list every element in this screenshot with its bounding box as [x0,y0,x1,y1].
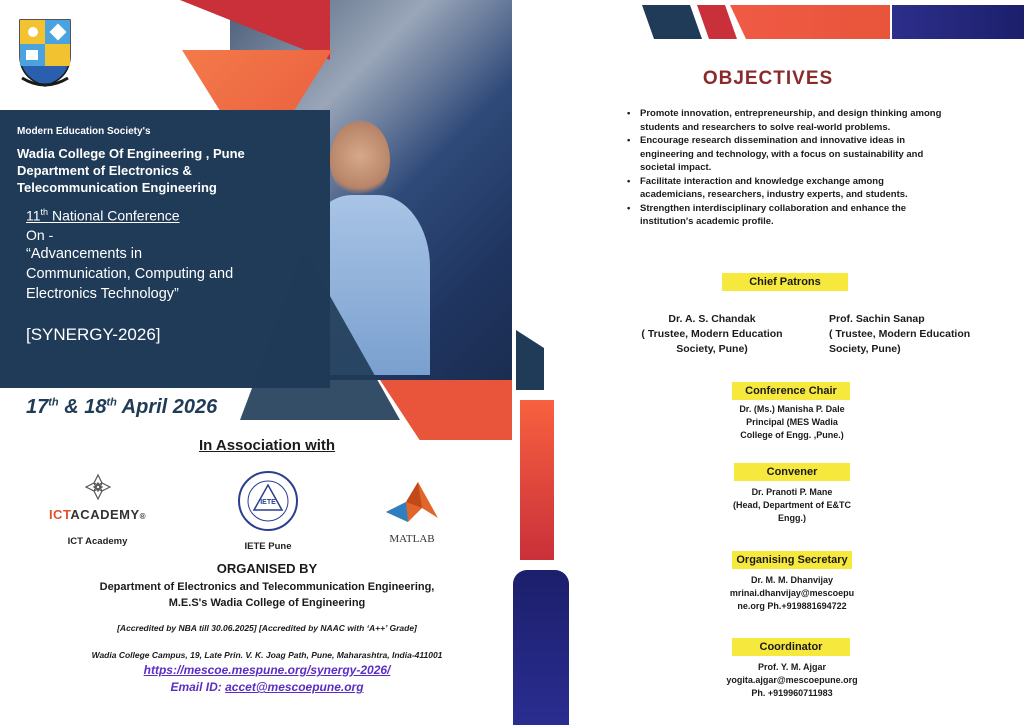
website-link[interactable]: https://mescoe.mespune.org/synergy-2026/ [143,663,391,677]
right-page [512,0,1024,725]
patron-line: ( Trustee, Modern Education [829,328,971,340]
college-line: Wadia College Of Engineering , Pune [17,146,245,161]
chief-patron-2 [829,312,994,357]
organising-line: M.E.S's Wadia College of Engineering [168,597,366,609]
convener-line: (Head, Department of E&TC [732,500,851,510]
conference-on: On - [26,227,54,243]
coordinator-line: Prof. Y. M. Ajgar [757,662,826,672]
iete-seal-text: IETE [260,499,276,506]
conference-number [26,207,180,224]
conference-title-line: Electronics Technology” [26,286,179,302]
conference-acronym: [SYNERGY-2026] [26,325,161,344]
coordinator-line: Ph. +919960711983 [751,688,833,698]
patron-line: Dr. A. S. Chandak [668,313,756,325]
objectives-list [624,107,944,229]
objective-item: • Promote innovation, entrepreneurship, and design thinking among students and researchers to solve real-world problems. [624,107,944,134]
secretary-line: ne.org Ph.+919881694722 [737,601,847,611]
conference-label: National Conference [48,207,180,224]
organising-secretary-person [707,574,877,613]
email-link[interactable]: accet@mescoepune.org [225,680,364,694]
patron-line: ( Trustee, Modern Education [641,328,783,340]
date-day-2: 18 [84,396,107,418]
ict-wordmark-b: ACADEMY [70,507,140,522]
partner-label: ICT Academy [67,536,128,547]
email-line [0,680,512,694]
chair-line: Principal (MES Wadia [746,417,838,427]
association-heading [0,437,512,454]
objective-item: • Encourage research dissemination and innovative ideas in engineering and technology, with a focus on sustainability and societal impact. [624,134,944,175]
date-suffix: th [48,396,59,409]
conference-dates [26,396,217,419]
ict-wordmark-a: ICT [48,507,71,522]
patron-line: Society, Pune) [829,343,901,355]
chief-patrons-label: Chief Patrons [722,273,848,291]
partner-label: IETE Pune [244,541,292,552]
society-name: Modern Education Society's [17,126,151,137]
conference-ordinal: 11 [26,207,41,224]
college-name [17,145,277,196]
header-bar-navy [642,5,702,39]
date-suffix: th [106,396,117,409]
college-crest-logo [16,12,74,90]
iete-seal-icon [237,470,299,532]
organising-line: Department of Electronics and Telecommunication Engineering, [99,581,435,593]
convener-line: Dr. Pranoti P. Mane [751,487,833,497]
college-line: Telecommunication Engineering [17,180,217,195]
header-decor-bars [642,5,1024,39]
chief-patron-1 [632,312,792,357]
matlab-membrane-icon [382,478,442,526]
ict-wordmark-reg: ® [139,512,147,521]
chair-line: College of Engg. ,Pune.) [740,430,844,440]
convener-line: Engg.) [778,513,806,523]
partner-matlab [380,478,444,545]
address-text: Wadia College Campus, 19, Late Prin. V. K. Joag Path, Pune, Maharashtra, India-411001 [91,650,443,660]
ict-academy-icon [83,472,113,502]
header-bar-red [697,5,737,39]
organising-secretary-label: Organising Secretary [732,551,852,569]
objective-item: • Strengthen interdisciplinary collaboration and enhance the institution's academic profile. [624,202,944,229]
decor-shape-orange [380,380,512,440]
coordinator-person [697,661,887,700]
objectives-heading: OBJECTIVES [702,68,834,89]
secretary-line: Dr. M. M. Dhanvijay [750,575,834,585]
email-label: Email ID: [170,680,226,694]
accreditation-text: [Accredited by NBA till 30.06.2025] [Accredited by NAAC with ‘A++’ Grade] [117,623,417,633]
partner-iete-pune [228,470,308,552]
objective-item: • Facilitate interaction and knowledge exchange among academicians, researchers, industry experts, and students. [624,175,944,202]
matlab-wordmark: MATLAB [389,533,435,545]
conference-chair-label: Conference Chair [732,382,850,400]
date-month-year: April 2026 [116,396,218,418]
ict-academy-wordmark [40,507,155,522]
organised-by-heading: ORGANISED BY [216,561,318,576]
conference-title [26,244,276,304]
conference-ordinal-suffix: th [40,207,49,217]
association-heading-text: In Association with [198,437,336,454]
header-bar-indigo [892,5,1024,39]
patron-line: Prof. Sachin Sanap [829,313,925,325]
header-bar-orange [730,5,890,39]
conference-chair-person [712,403,872,442]
date-day-1: 17 [26,396,49,418]
coordinator-label: Coordinator [732,638,850,656]
patron-line: Society, Pune) [676,343,748,355]
conference-title-line: Communication, Computing and [26,266,234,282]
conference-title-line: “Advancements in [26,246,143,262]
convener-person [707,486,877,525]
chair-line: Dr. (Ms.) Manisha P. Dale [739,404,845,414]
organising-department [0,579,512,611]
convener-label: Convener [734,463,850,481]
college-line: Department of Electronics & [17,163,192,178]
audience-photo-face [330,120,390,200]
secretary-line: mrinai.dhanvijay@mescoepu [729,588,855,598]
coordinator-line: yogita.ajgar@mescoepune.org [726,675,858,685]
date-amp: & [58,396,85,418]
partner-ict-academy [40,472,155,547]
